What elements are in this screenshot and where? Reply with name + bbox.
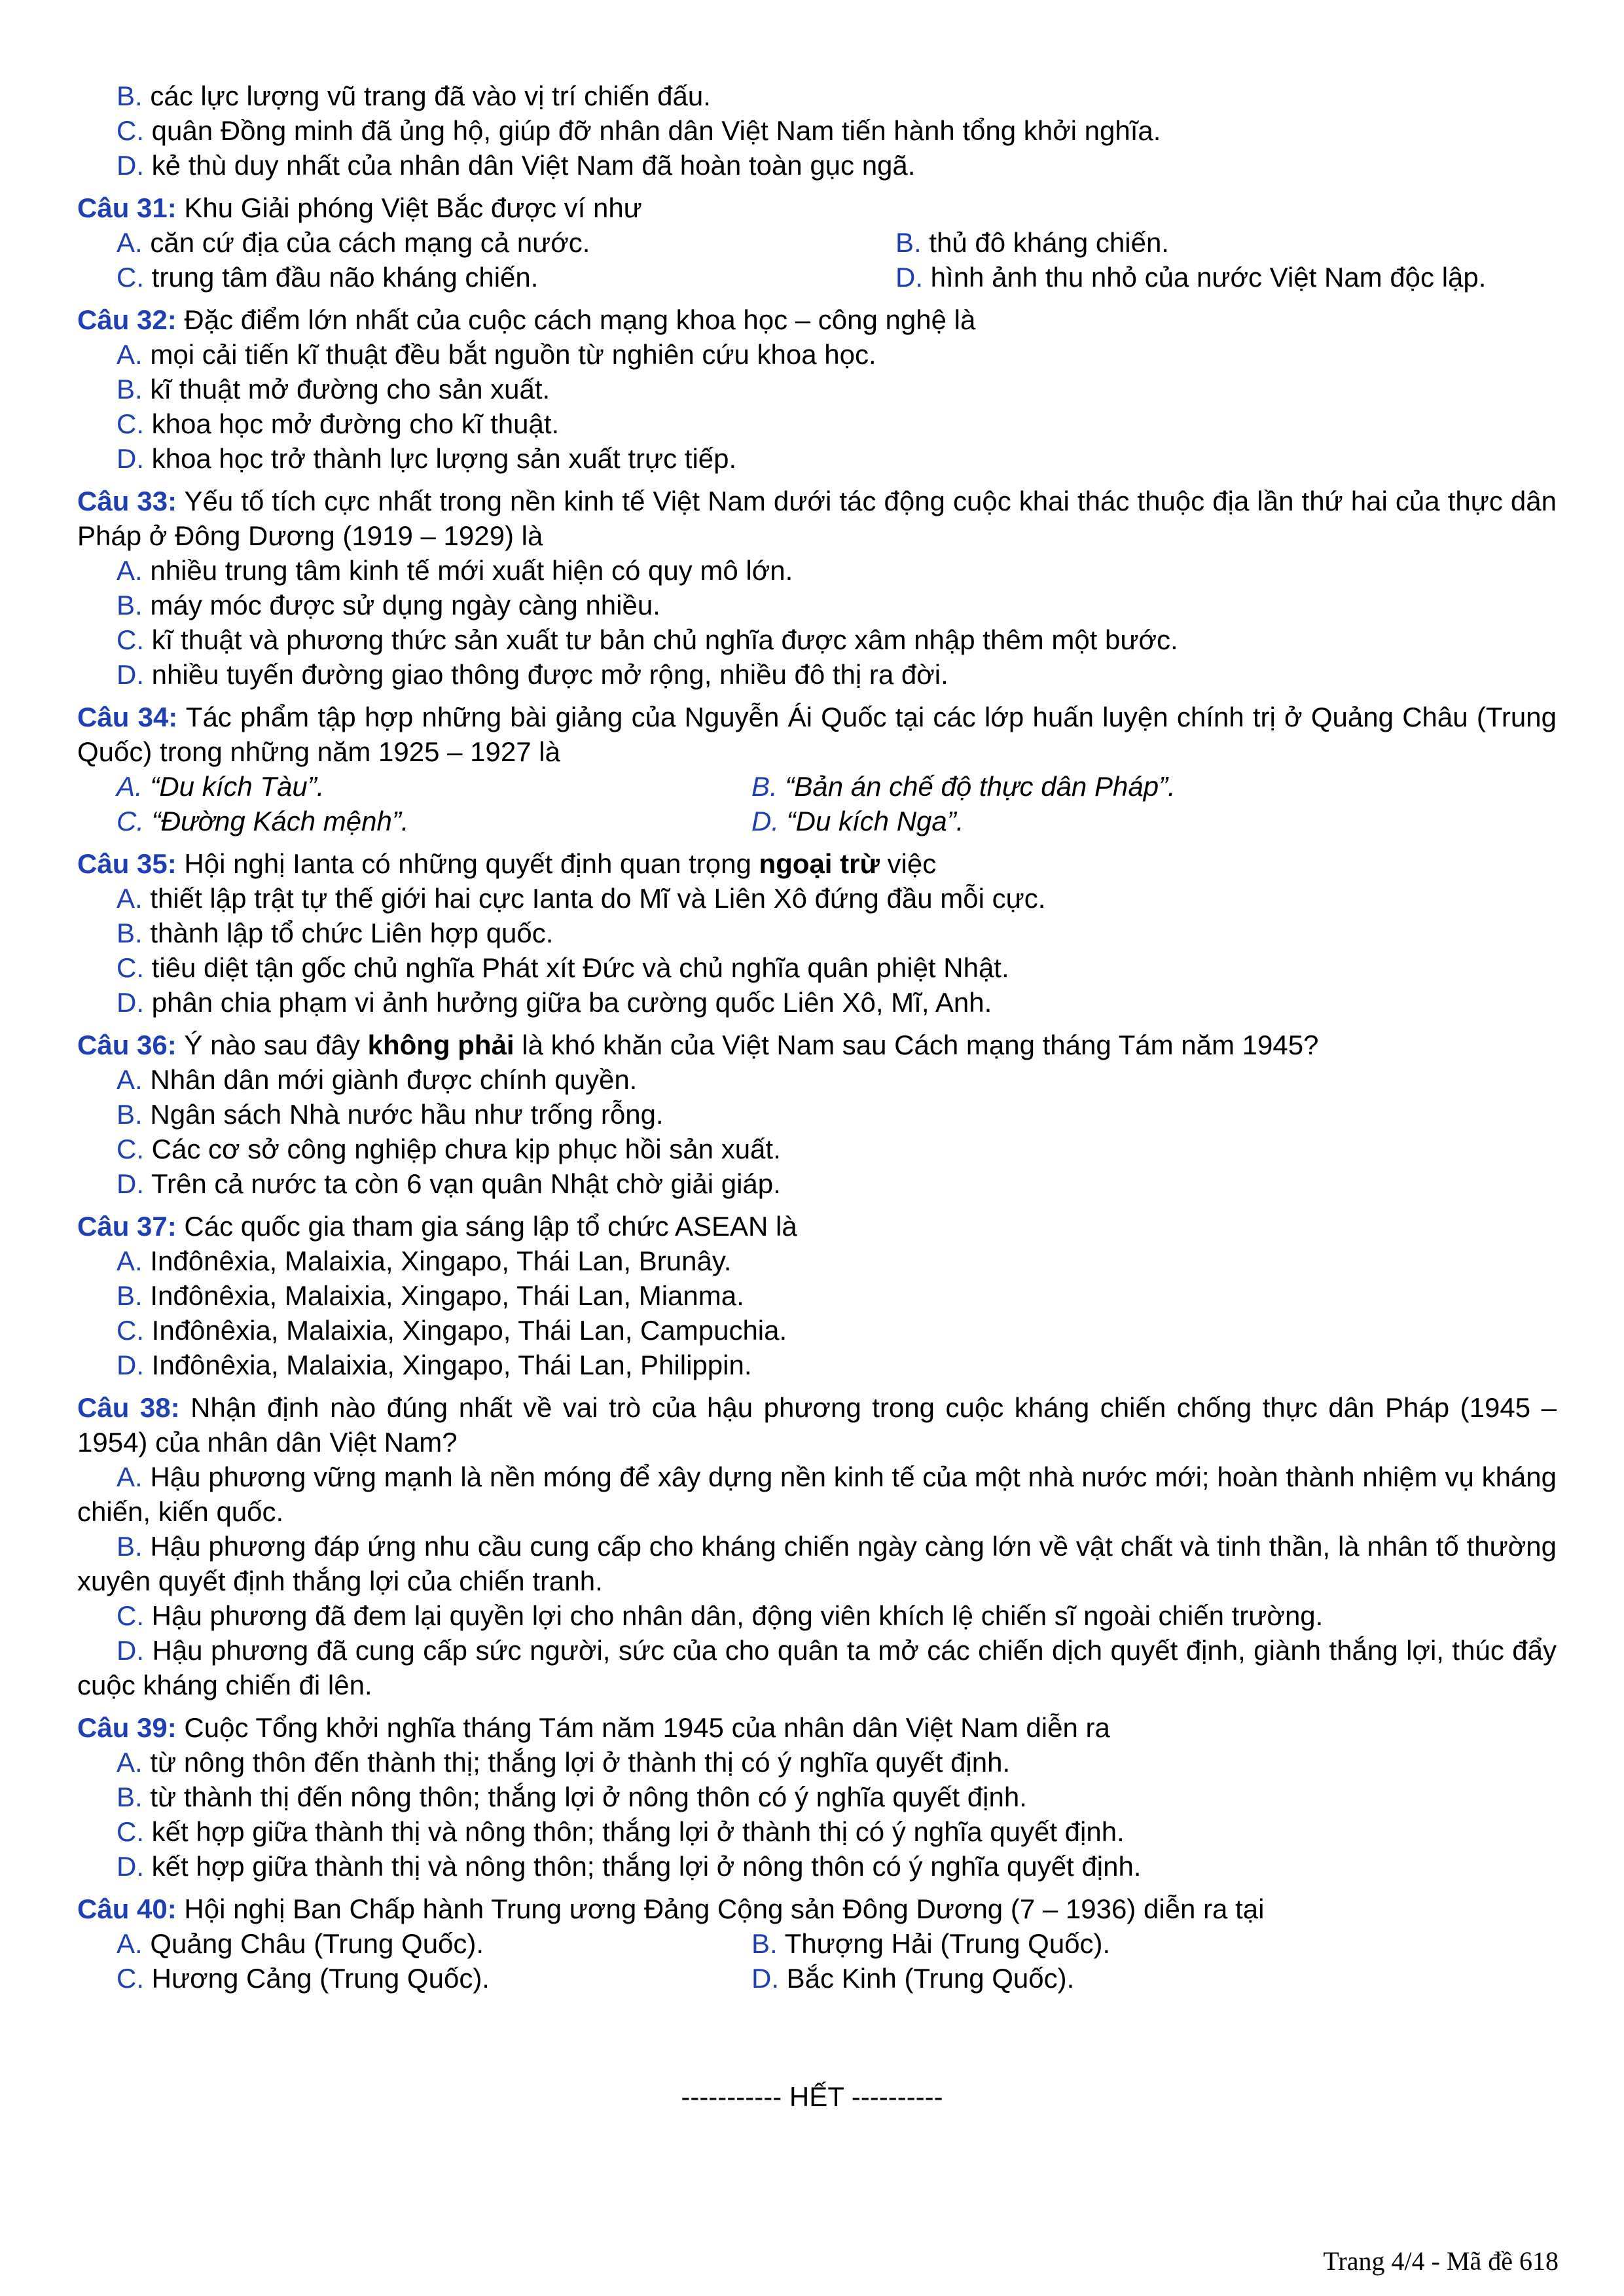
- option-a: A. mọi cải tiến kĩ thuật đều bắt nguồn từ nghiên cứu khoa học.: [117, 339, 876, 370]
- end-marker: ----------- HẾT ----------: [681, 2081, 943, 2112]
- question-37: [77, 1209, 1557, 1382]
- option-d: D. khoa học trở thành lực lượng sản xuất trực tiếp.: [117, 443, 737, 474]
- option-c: C. Inđônêxia, Malaixia, Xingapo, Thái Lan, Campuchia.: [117, 1315, 787, 1346]
- option-c: C. khoa học mở đường cho kĩ thuật.: [117, 408, 560, 439]
- option-b: B. máy móc được sử dụng ngày càng nhiều.: [117, 590, 660, 620]
- question-stem: Câu 39: Cuộc Tổng khởi nghĩa tháng Tám năm 1945 của nhân dân Việt Nam diễn ra: [77, 1712, 1110, 1743]
- question-39: [77, 1710, 1557, 1884]
- option-d: D. Inđônêxia, Malaixia, Xingapo, Thái Lan, Philippin.: [117, 1350, 752, 1380]
- option-b: B. Inđônêxia, Malaixia, Xingapo, Thái Lan, Mianma.: [117, 1280, 744, 1311]
- option-b: B. kĩ thuật mở đường cho sản xuất.: [117, 374, 550, 404]
- option-d: D. Hậu phương đã cung cấp sức người, sức của cho quân ta mở các chiến dịch quyết định, giành thắng lợi, thúc đẩy cuộc kháng chiến đi lên.: [77, 1635, 1557, 1700]
- option-a: A. Inđônêxia, Malaixia, Xingapo, Thái Lan, Brunây.: [117, 1246, 732, 1276]
- emphasis-text: ngoại trừ: [759, 848, 880, 879]
- option-c: C. quân Đồng minh đã ủng hộ, giúp đỡ nhân dân Việt Nam tiến hành tổng khởi nghĩa.: [117, 115, 1161, 146]
- question-34: [77, 700, 1557, 838]
- exam-content: [77, 79, 1557, 1996]
- option-c: C. kết hợp giữa thành thị và nông thôn; thắng lợi ở thành thị có ý nghĩa quyết định.: [117, 1816, 1125, 1847]
- option-a: A. Nhân dân mới giành được chính quyền.: [117, 1064, 638, 1095]
- question-33: [77, 484, 1557, 692]
- option-b: B. từ thành thị đến nông thôn; thắng lợi ở nông thôn có ý nghĩa quyết định.: [117, 1782, 1027, 1812]
- option-c: C. Các cơ sở công nghiệp chưa kịp phục hồi sản xuất.: [117, 1134, 781, 1164]
- question-32: [77, 302, 1557, 476]
- question-40: [77, 1892, 1557, 1996]
- question-stem: Câu 31: Khu Giải phóng Việt Bắc được ví như: [77, 192, 642, 223]
- question-35: [77, 846, 1557, 1020]
- option-c: C. trung tâm đầu não kháng chiến.: [117, 262, 539, 293]
- option-a: A. Quảng Châu (Trung Quốc).: [117, 1928, 484, 1959]
- option-b: B. “Bản án chế độ thực dân Pháp”.: [751, 771, 1176, 802]
- option-a: A. “Du kích Tàu”.: [117, 771, 325, 802]
- option-d: D. “Du kích Nga”.: [751, 806, 964, 836]
- option-c: C. kĩ thuật và phương thức sản xuất tư bản chủ nghĩa được xâm nhập thêm một bước.: [117, 624, 1178, 655]
- question-stem: Câu 32: Đặc điểm lớn nhất của cuộc cách mạng khoa học – công nghệ là: [77, 304, 976, 335]
- option-b: B. thành lập tổ chức Liên hợp quốc.: [117, 918, 554, 948]
- option-a: A. nhiều trung tâm kinh tế mới xuất hiện có quy mô lớn.: [117, 555, 793, 586]
- question-stem: Câu 35: Hội nghị Ianta có những quyết định quan trọng ngoại trừ việc: [77, 848, 937, 879]
- question-stem: Câu 36: Ý nào sau đây không phải là khó khăn của Việt Nam sau Cách mạng tháng Tám năm 1945?: [77, 1030, 1319, 1060]
- option-a: A. thiết lập trật tự thế giới hai cực Ianta do Mĩ và Liên Xô đứng đầu mỗi cực.: [117, 883, 1046, 914]
- emphasis-text: không phải: [367, 1030, 514, 1060]
- option-c: C. tiêu diệt tận gốc chủ nghĩa Phát xít Đức và chủ nghĩa quân phiệt Nhật.: [117, 952, 1009, 983]
- question-stem: Câu 38: Nhận định nào đúng nhất về vai trò của hậu phương trong cuộc kháng chiến chống thực dân Pháp (1945 – 1954) của nhân dân Việt Nam?: [77, 1392, 1557, 1458]
- option-d: D. hình ảnh thu nhỏ của nước Việt Nam độc lập.: [895, 262, 1487, 293]
- option-c: C. Hương Cảng (Trung Quốc).: [117, 1963, 490, 1994]
- question-30-continued: [77, 79, 1557, 183]
- page-footer: Trang 4/4 - Mã đề 618: [1323, 2246, 1559, 2276]
- question-stem: Câu 40: Hội nghị Ban Chấp hành Trung ương Đảng Cộng sản Đông Dương (7 – 1936) diễn ra tại: [77, 1893, 1265, 1924]
- option-d: D. Trên cả nước ta còn 6 vạn quân Nhật chờ giải giáp.: [117, 1168, 781, 1199]
- question-stem: Câu 33: Yếu tố tích cực nhất trong nền kinh tế Việt Nam dưới tác động cuộc khai thác thuộc địa lần thứ hai của thực dân Pháp ở Đông Dương (1919 – 1929) là: [77, 486, 1557, 551]
- option-c: C. “Đường Kách mệnh”.: [117, 806, 409, 836]
- option-d: D. kẻ thù duy nhất của nhân dân Việt Nam đã hoàn toàn gục ngã.: [117, 150, 916, 181]
- option-a: A. Hậu phương vững mạnh là nền móng để xây dựng nền kinh tế của một nhà nước mới; hoàn thành nhiệm vụ kháng chiến, kiến quốc.: [77, 1462, 1557, 1527]
- question-36: [77, 1028, 1557, 1201]
- option-b: B. Hậu phương đáp ứng nhu cầu cung cấp cho kháng chiến ngày càng lớn về vật chất và tinh thần, là nhân tố thường xuyên quyết định thắng lợi của chiến tranh.: [77, 1531, 1557, 1596]
- option-d: D. nhiều tuyến đường giao thông được mở rộng, nhiều đô thị ra đời.: [117, 659, 948, 690]
- option-d: D. phân chia phạm vi ảnh hưởng giữa ba cường quốc Liên Xô, Mĩ, Anh.: [117, 987, 992, 1018]
- option-b: B. Thượng Hải (Trung Quốc).: [751, 1928, 1111, 1959]
- option-c: C. Hậu phương đã đem lại quyền lợi cho nhân dân, động viên khích lệ chiến sĩ ngoài chiến trường.: [117, 1600, 1324, 1631]
- question-38: [77, 1390, 1557, 1702]
- option-d: D. kết hợp giữa thành thị và nông thôn; thắng lợi ở nông thôn có ý nghĩa quyết định.: [117, 1851, 1142, 1882]
- question-stem: Câu 34: Tác phẩm tập hợp những bài giảng của Nguyễn Ái Quốc tại các lớp huấn luyện chính trị ở Quảng Châu (Trung Quốc) trong những năm 1925 – 1927 là: [77, 702, 1557, 767]
- question-stem: Câu 37: Các quốc gia tham gia sáng lập tổ chức ASEAN là: [77, 1211, 797, 1242]
- option-b: B. Ngân sách Nhà nước hầu như trống rỗng.: [117, 1099, 664, 1130]
- option-b: B. thủ đô kháng chiến.: [895, 227, 1169, 258]
- option-b: B. các lực lượng vũ trang đã vào vị trí chiến đấu.: [117, 81, 711, 111]
- option-a: A. căn cứ địa của cách mạng cả nước.: [117, 227, 590, 258]
- option-a: A. từ nông thôn đến thành thị; thắng lợi ở thành thị có ý nghĩa quyết định.: [117, 1747, 1011, 1778]
- question-31: [77, 190, 1557, 295]
- option-d: D. Bắc Kinh (Trung Quốc).: [751, 1963, 1075, 1994]
